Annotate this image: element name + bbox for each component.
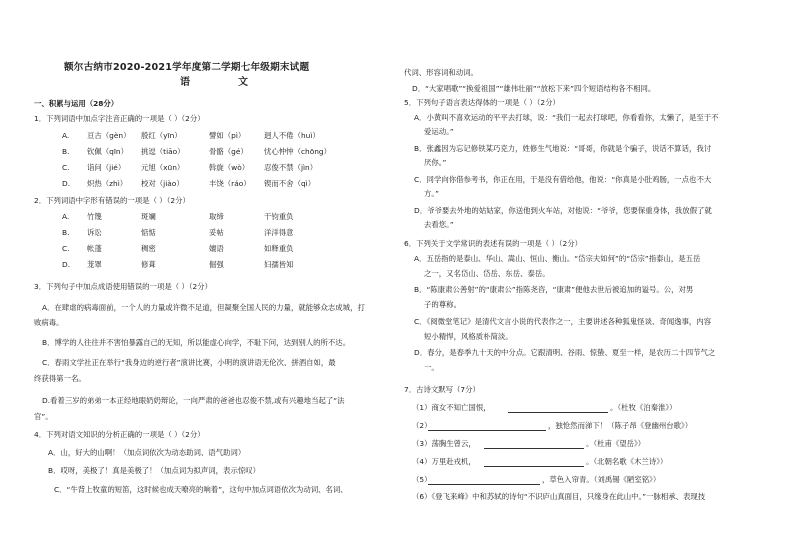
q3-option-a-cont: 败病毒。	[34, 318, 64, 327]
q2-word: 稠密	[141, 244, 156, 253]
subject-label-a: 语	[180, 77, 190, 88]
q7-blank-1[interactable]	[508, 403, 608, 413]
q1-word: 挑逗（tiāo）	[141, 147, 185, 156]
section-heading: 一、积累与运用（28分）	[34, 99, 119, 108]
q2-word: 竹篾	[87, 212, 102, 221]
q1-word: 亘古（gèn）	[87, 131, 131, 140]
q7-line-3-prefix: （3）荡胸生曾云，	[412, 439, 476, 448]
q1-word: 炽热（zhì）	[87, 179, 128, 188]
question-6-stem: 6．下列关于文学常识的表述有误的一项是（ ）（2分）	[404, 239, 583, 248]
subject-label-b: 文	[238, 77, 248, 88]
q2-option-label: C.	[62, 244, 70, 253]
q1-option-label: B.	[62, 147, 70, 156]
q4-option-c: C．“牛背上牧童的短笛，这时候也成天嘹亮的响着”，这句中加点词语依次为动词、名词、	[54, 485, 348, 494]
q6-option-d-cont: 一。	[424, 363, 439, 372]
q7-line-4-suffix: 。（北朝名歌《木兰诗》）	[586, 457, 668, 466]
q2-word: 斑斓	[141, 212, 156, 221]
q2-word: 茏罩	[87, 260, 102, 269]
q2-word: 修葺	[141, 260, 156, 269]
q2-word: 诉讼	[87, 228, 102, 237]
q7-line-2-suffix: ，独怆然而涕下！（陈子昂《登幽州台歌》）	[548, 421, 693, 430]
q1-word: 斡旋（wò）	[209, 163, 250, 172]
q1-word: 骨骼（gé）	[209, 147, 248, 156]
q7-line-4-prefix: （4）万里赴戎机，	[412, 457, 476, 466]
q7-line-3-suffix: 。（杜甫《望岳》）	[586, 439, 646, 448]
q1-option-label: D.	[62, 179, 71, 188]
q4-option-c-cont: 代词、形容词和动词。	[404, 68, 478, 77]
q7-blank-4[interactable]	[484, 457, 584, 467]
q5-option-b: B．张鑫因为忘记修铁某巧克力，姓修生气地说：“哥哥，你就是个骗子，说话不算话，我讨	[414, 144, 712, 153]
q2-word: 洋洋得意	[264, 228, 294, 237]
q2-option-label: A.	[62, 212, 70, 221]
q3-option-c: C．春雨文学社正在举行“我身边的逆行者”演讲比赛，小明的演讲语无伦次、拼酒自如，最	[42, 358, 336, 367]
q3-option-d: D.看着三岁的弟弟一本正经地眼奶奶辩论，一向严肃的爸爸也忍俊不禁,或有兴趣地当起了“法	[42, 396, 345, 405]
q2-word: 帐蓬	[87, 244, 102, 253]
q7-blank-5[interactable]	[428, 475, 540, 485]
q3-option-c-cont: 终获得第一名。	[34, 374, 86, 383]
q2-word: 嬗语	[209, 244, 224, 253]
q1-word: 校对（jiào）	[141, 179, 184, 188]
q7-line-5-prefix: （5）	[412, 475, 432, 484]
q5-option-c: C．同学向你借参考书，你正在用，于是没有借给他，他说：“你真是小肚鸡肠，一点也不大	[414, 175, 712, 184]
question-4-stem: 4．下列对语文知识的分析正确的一项是（ ）（2分）	[34, 430, 205, 439]
q1-word: 丰饶（ráo）	[209, 179, 251, 188]
q7-line-6: （6）《登飞来峰》中和苏轼的诗句“不识庐山真面目，只缘身在此山中。”一脉相承、表现技	[412, 492, 706, 501]
q1-word: 譬如（pì）	[209, 131, 246, 140]
q2-word: 妥帖	[209, 228, 224, 237]
q6-option-b: B．“陈康肃公善射”的“康肃公”指陈尧咨，“康肃”便他去世后被追加的谥号。公，对男	[414, 285, 694, 294]
q1-word: 迥人不倦（huì）	[264, 131, 320, 140]
q1-word: 钦佩（qīn）	[87, 147, 128, 156]
q1-word: 诣问（jié）	[87, 163, 126, 172]
q7-line-1-suffix: 。（杜牧《泊秦淮》）	[610, 403, 677, 412]
q7-line-2-prefix: （2）	[412, 421, 432, 430]
q7-blank-3[interactable]	[484, 439, 584, 449]
q7-line-5-suffix: ，草色入帘青。（刘禹锡《陋室铭》）	[542, 475, 661, 484]
q1-option-label: C.	[62, 163, 70, 172]
q6-option-c: C．《阅微堂笔记》是清代文言小说的代表作之一，主要讲述各种狐鬼怪谈、奇闻逸事，内容	[414, 317, 712, 326]
question-7-stem: 7．古诗文默写（7分）	[404, 385, 480, 394]
q6-option-a-cont: 之一，又名岱山、岱岳、东岳、泰岳。	[424, 269, 550, 278]
q5-option-a: A．小黄叫不喜欢运动的平平去打球，说：“我们一起去打球吧，你看看你，太懒了，是至于不	[414, 113, 719, 122]
q5-option-c-cont: 方。”	[424, 189, 439, 198]
q3-option-a: A．在肆虐的病毒面前，一个人的力量或许微不足道，但凝聚全国人民的力量，就能够众志成城，打	[42, 303, 365, 312]
q2-word: 如释重负	[264, 244, 294, 253]
q7-line-1-prefix: （1）商女不知亡国恨，	[412, 403, 491, 412]
question-2-stem: 2．下列词语中字形有错误的一项是（ ）（2分）	[34, 196, 190, 205]
exam-title: 额尔古纳市2020-2021学年度第二学期七年级期末试题	[64, 62, 310, 73]
q6-option-d: D．春分，是春季九十天的中分点。它跟清明、谷雨、惊蛰、夏至一样，是农历二十四节气之	[414, 348, 716, 357]
q6-option-c-cont: 短小精悍，风格质朴简淡。	[424, 332, 513, 341]
q3-option-d-cont: 官”。	[34, 412, 53, 421]
q2-word: 妇孺皆知	[264, 260, 294, 269]
q5-option-b-cont: 厌你。”	[424, 158, 447, 167]
q1-word: 锲而不舍（qì）	[264, 179, 316, 188]
q1-option-label: A.	[62, 131, 70, 140]
q2-word: 惦惦	[141, 228, 156, 237]
question-5-stem: 5．下列句子语言表达得体的一项是（ ）（2分）	[404, 98, 560, 107]
q5-option-d: D．爷爷要去外地的姑姑家，你送他到火车站，对他说：“爷爷，您要保重身体，我放假了就	[414, 206, 712, 215]
q5-option-a-cont: 爱运动。”	[424, 127, 454, 136]
q2-word: 倔强	[209, 260, 224, 269]
q1-word: 殷红（yīn）	[141, 131, 182, 140]
q6-option-b-cont: 子的尊称。	[424, 300, 461, 309]
q3-option-b: B．博学的人往往并不害怕暴露自己的无知，所以能虚心向学，不耻下问，达到别人的所不达。	[42, 338, 351, 347]
q4-option-b: B．哎呀，美极了！真是美极了！（加点词为拟声词，表示惊叹）	[48, 466, 261, 475]
question-1-stem: 1．下列词语中加点字注音正确的一项是（ ）（2分）	[34, 114, 205, 123]
q2-word: 干钧重负	[264, 212, 294, 221]
q2-option-label: D.	[62, 260, 71, 269]
q6-option-a: A．五岳指的是泰山、华山、嵩山、恒山、衡山。“岱宗夫如何”的“岱宗”指泰山，是五岳	[414, 254, 701, 263]
q5-option-d-cont: 去看您。”	[424, 220, 454, 229]
q4-option-d: D．“大家唱歌”“换爱祖国”“雄伟壮丽”“放松下来”四个短语结构各不相同。	[412, 84, 656, 93]
q1-word: 忍俊不禁（jìn）	[264, 163, 318, 172]
question-3-stem: 3．下列句子中加点成语使用错误的一项是（ ）（2分）	[34, 282, 213, 291]
q7-blank-2[interactable]	[428, 421, 546, 431]
q2-word: 取缔	[209, 212, 224, 221]
q1-word: 忧心忡忡（chōng）	[264, 147, 331, 156]
q4-option-a: A．山，好大的山啊！（加点词依次为动态助词、语气助词）	[48, 448, 246, 457]
q2-option-label: B.	[62, 228, 70, 237]
q1-word: 元旭（xūn）	[141, 163, 185, 172]
